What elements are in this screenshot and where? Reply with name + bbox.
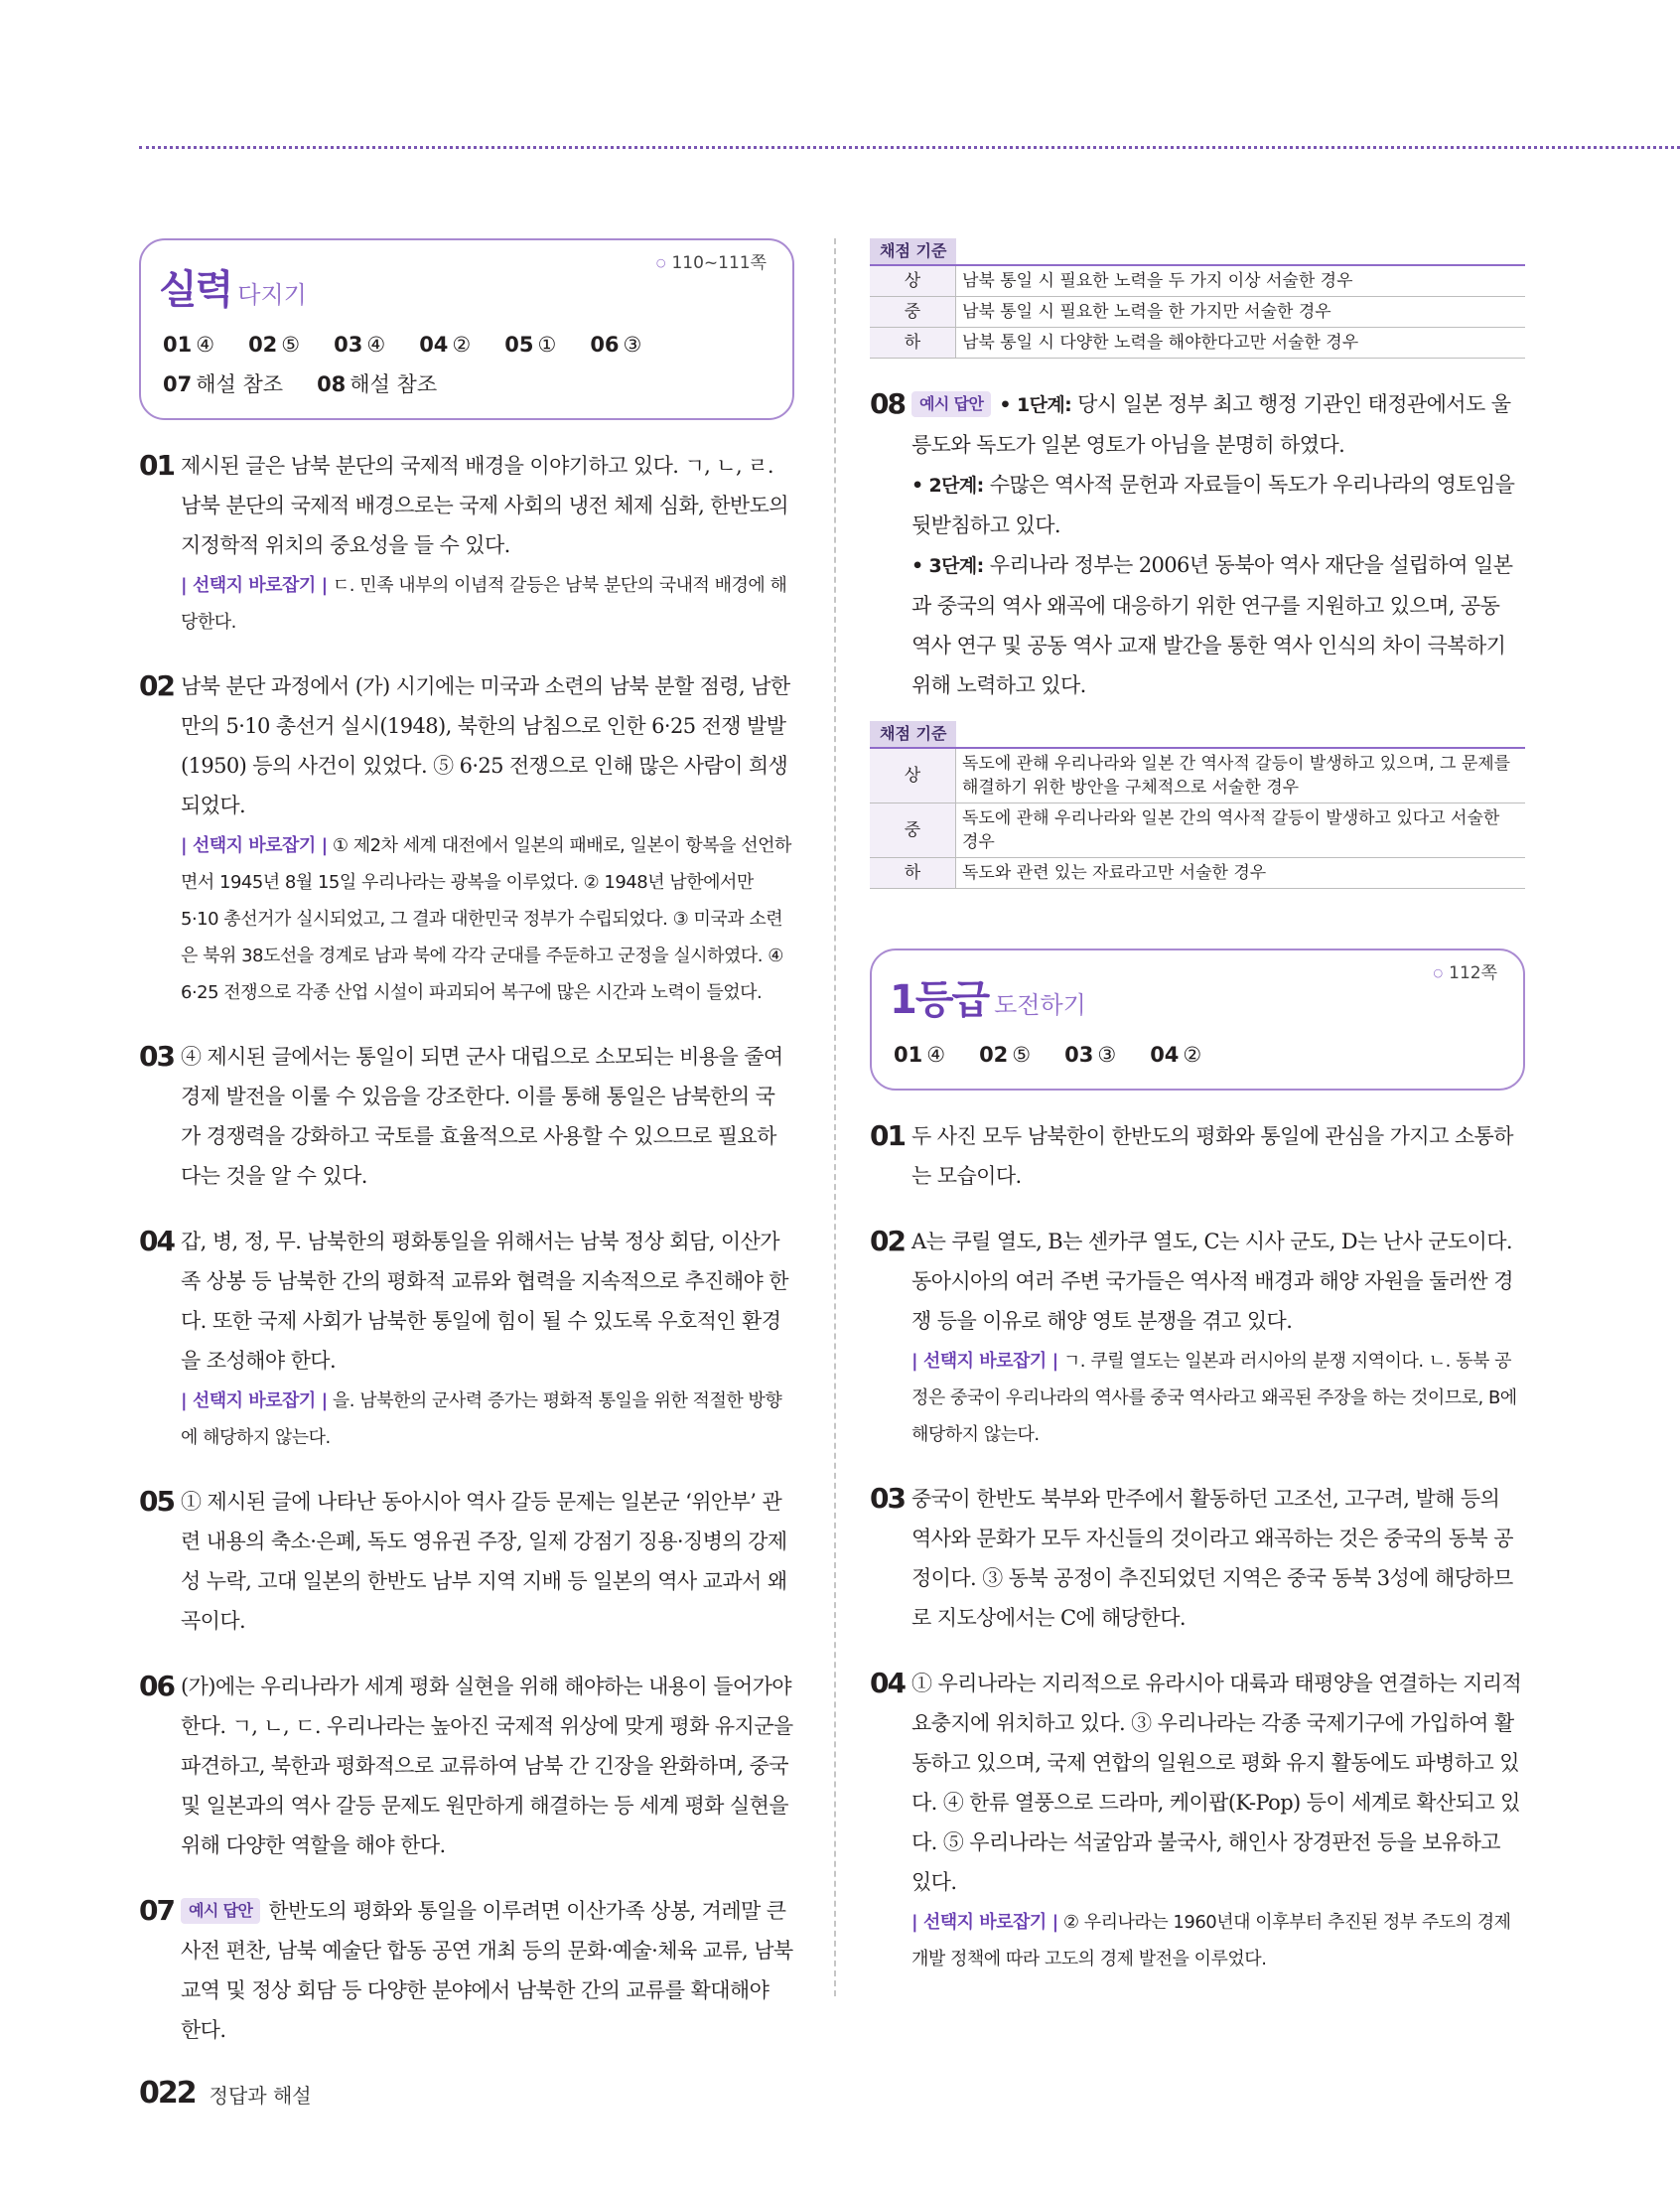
question-number: 01	[139, 449, 174, 482]
rubric-row	[870, 858, 1525, 889]
challenge-explanation-01	[870, 1116, 1525, 1196]
choice-correction	[911, 1904, 1525, 1977]
explanation-06	[139, 1667, 794, 1865]
sample-answer-badge: 예시 답안	[911, 391, 991, 417]
section-skill-title: 실력	[159, 267, 232, 313]
right-column	[870, 238, 1525, 1977]
explanation-text: ④ 제시된 글에서는 통일이 되면 군사 대립으로 소모되는 비용을 줄여 경제 발전을 이룰 수 있음을 강조한다. 이를 통해 통일은 남북한의 국가 경쟁력을 강화하고 국토를 효율적으로 사용할 수 있으므로 필요하다는 것을 알 수 있다.	[181, 1045, 783, 1188]
section-challenge-subtitle: 도전하기	[994, 991, 1086, 1019]
explanation-text: 갑, 병, 정, 무. 남북한의 평화통일을 위해서는 남북 정상 회담, 이산가족 상봉 등 남북한 간의 평화적 교류와 협력을 지속적으로 추진해야 한다. 또한 국제 사회가 남북한 통일에 힘이 될 수 있도록 우호적인 환경을 조성해야 한다.	[181, 1230, 788, 1373]
section-skill-box	[139, 238, 794, 420]
choice-correction-text: ① 제2차 세계 대전에서 일본의 패배로, 일본이 항복을 선언하면서 1945년 8월 15일 우리나라는 광복을 이루었다. ② 1948년 남한에서만 5·10 총선거가 실시되었고, 그 결과 대한민국 정부가 수립되었다. ③ 미국과 소련은 북위 38도선을 경계로 남과 북에 각각 군대를 주둔하고 군정을 실시하였다. ④ 6·25 전쟁으로 각종 산업 시설이 파괴되어 복구에 많은 시간과 노력이 들었다.	[181, 835, 791, 1003]
step-text: 우리나라 정부는 2006년 동북아 역사 재단을 설립하여 일본과 중국의 역사 왜곡에 대응하기 위한 연구를 지원하고 있으며, 공동 역사 연구 및 공동 역사 교재 발간을 통한 역사 인식의 차이 극복하기 위해 노력하고 있다.	[911, 553, 1513, 697]
sample-answer-step-2	[911, 465, 1525, 545]
rubric-row	[870, 297, 1525, 328]
explanation-08	[870, 384, 1525, 705]
column-divider	[834, 238, 836, 1996]
choice-correction-text: ㄱ. 쿠릴 열도는 일본과 러시아의 분쟁 지역이다. ㄴ. 동북 공정은 중국이 우리나라의 역사를 중국 역사라고 왜곡된 주장을 하는 것이므로, B에 해당하지 않는다.	[911, 1351, 1517, 1445]
explanation-02	[139, 666, 794, 1011]
answer-key-item: 05 ①	[504, 333, 557, 357]
choice-correction-text: ㄷ. 민족 내부의 이념적 갈등은 남북 분단의 국내적 배경에 해당한다.	[181, 575, 787, 633]
explanation-05	[139, 1482, 794, 1641]
choice-correction-tag: | 선택지 바로잡기 |	[911, 1351, 1058, 1372]
question-number: 04	[139, 1225, 174, 1257]
step-label: • 3단계:	[911, 555, 984, 577]
rubric-level: 중	[870, 297, 956, 328]
rubric-row	[870, 748, 1525, 803]
question-number: 08	[870, 387, 905, 420]
section-challenge-heading	[890, 968, 1501, 1025]
choice-correction	[911, 1343, 1525, 1453]
answer-key-item: 02 ⑤	[979, 1043, 1032, 1067]
rubric-table	[870, 264, 1525, 359]
rubric-row	[870, 265, 1525, 297]
question-number: 01	[870, 1119, 905, 1152]
step-label: • 1단계:	[999, 394, 1072, 416]
answer-key-item: 08 해설 참조	[317, 372, 438, 396]
answer-key-item: 04 ②	[419, 333, 472, 357]
rubric-level: 상	[870, 265, 956, 297]
choice-correction-tag: | 선택지 바로잡기 |	[911, 1912, 1058, 1933]
answer-key-item: 04 ②	[1150, 1043, 1202, 1067]
rubric-row	[870, 803, 1525, 858]
question-number: 02	[870, 1225, 905, 1257]
question-number: 02	[139, 669, 174, 702]
choice-correction	[181, 567, 794, 641]
explanation-text: (가)에는 우리나라가 세계 평화 실현을 위해 해야하는 내용이 들어가야 한다. ㄱ, ㄴ, ㄷ. 우리나라는 높아진 국제적 위상에 맞게 평화 유지군을 파견하고, 북한과 평화적으로 교류하여 남북 간 긴장을 완화하며, 중국 및 일본과의 역사 갈등 문제도 원만하게 해결하는 등 세계 평화 실현을 위해 다양한 역할을 해야 한다.	[181, 1675, 793, 1857]
rubric-level: 상	[870, 748, 956, 803]
choice-correction-tag: | 선택지 바로잡기 |	[181, 1390, 328, 1411]
left-column	[139, 238, 794, 2050]
sample-answer-badge: 예시 답안	[181, 1898, 260, 1924]
section-skill-subtitle: 다지기	[237, 281, 307, 309]
challenge-explanation-03	[870, 1479, 1525, 1638]
footer-label: 정답과 해설	[209, 2084, 312, 2108]
explanation-text: 제시된 글은 남북 분단의 국제적 배경을 이야기하고 있다. ㄱ, ㄴ, ㄹ. 남북 분단의 국제적 배경으로는 국제 사회의 냉전 체제 심화, 한반도의 지정학적 위치의 중요성을 들 수 있다.	[181, 454, 788, 557]
explanation-01	[139, 446, 794, 641]
rubric-caption: 채점 기준	[870, 721, 956, 747]
rubric-level: 하	[870, 858, 956, 889]
explanation-07	[139, 1891, 794, 2050]
answer-key-item: 01 ④	[163, 333, 215, 357]
answer-key-item: 01 ④	[894, 1043, 946, 1067]
rubric-description: 독도와 관련 있는 자료라고만 서술한 경우	[956, 858, 1526, 889]
question-number: 04	[870, 1667, 905, 1699]
sample-answer	[911, 384, 1525, 465]
explanation-04	[139, 1222, 794, 1456]
explanation-text: 두 사진 모두 남북한이 한반도의 평화와 통일에 관심을 가지고 소통하는 모습이다.	[911, 1124, 1513, 1188]
explanation-text	[181, 1891, 794, 2050]
explanation-text: ① 제시된 글에 나타난 동아시아 역사 갈등 문제는 일본군 ‘위안부’ 관련 내용의 축소·은폐, 독도 영유권 주장, 일제 강점기 징용·징병의 강제성 누락, 고대 일본의 한반도 남부 지역 지배 등 일본의 역사 교과서 왜곡이다.	[181, 1490, 787, 1633]
choice-correction-tag: | 선택지 바로잡기 |	[181, 835, 328, 856]
question-number: 05	[139, 1485, 174, 1518]
rubric-caption: 채점 기준	[870, 238, 956, 264]
question-number: 03	[870, 1482, 905, 1515]
rubric-level: 중	[870, 803, 956, 858]
answer-key-item: 06 ③	[590, 333, 642, 357]
explanation-text: ① 우리나라는 지리적으로 유라시아 대륙과 태평양을 연결하는 지리적 요충지에 위치하고 있다. ③ 우리나라는 각종 국제기구에 가입하여 활동하고 있으며, 국제 연합의 일원으로 평화 유지 활동에도 파병하고 있다. ④ 한류 열풍으로 드라마, 케이팝(K-Pop) 등이 세계로 확산되고 있다. ⑤ 우리나라는 석굴암과 불국사, 해인사 장경판전 등을 보유하고 있다.	[911, 1672, 1522, 1894]
challenge-explanation-04	[870, 1664, 1525, 1977]
answer-key-item: 07 해설 참조	[163, 372, 284, 396]
section-skill-answer-key	[163, 325, 770, 404]
grading-rubric-07	[870, 238, 1525, 359]
step-text: 수많은 역사적 문헌과 자료들이 독도가 우리나라의 영토임을 뒷받침하고 있다.	[911, 473, 1515, 537]
section-challenge-title: 1등급	[890, 977, 989, 1023]
rubric-level: 하	[870, 328, 956, 359]
explanation-text: A는 쿠릴 열도, B는 센카쿠 열도, C는 시사 군도, D는 난사 군도이다. 동아시아의 여러 주변 국가들은 역사적 배경과 해양 자원을 둘러싼 경쟁 등을 이유로 해양 영토 분쟁을 겪고 있다.	[911, 1230, 1513, 1333]
rubric-description: 남북 통일 시 다양한 노력을 해야한다고만 서술한 경우	[956, 328, 1526, 359]
section-skill-page-ref: ○ 110~111쪽	[652, 248, 770, 273]
choice-correction-text: 을. 남북한의 군사력 증가는 평화적 통일을 위한 적절한 방향에 해당하지 않는다.	[181, 1390, 782, 1448]
rubric-description: 독도에 관해 우리나라와 일본 간의 역사적 갈등이 발생하고 있다고 서술한 경우	[956, 803, 1526, 858]
sample-answer-step-3	[911, 545, 1525, 705]
rubric-description: 남북 통일 시 필요한 노력을 두 가지 이상 서술한 경우	[956, 265, 1526, 297]
top-dotted-rule	[139, 146, 1680, 149]
explanation-03	[139, 1037, 794, 1196]
page-footer	[139, 2076, 312, 2111]
choice-correction-text: ② 우리나라는 1960년대 이후부터 추진된 정부 주도의 경제 개발 정책에 따라 고도의 경제 발전을 이루었다.	[911, 1912, 1511, 1970]
explanation-text: 중국이 한반도 북부와 만주에서 활동하던 고조선, 고구려, 발해 등의 역사와 문화가 모두 자신들의 것이라고 왜곡하는 것은 중국의 동북 공정이다. ③ 동북 공정이 추진되었던 지역은 중국 동북 3성에 해당하므로 지도상에서는 C에 해당한다.	[911, 1487, 1513, 1630]
answer-key-item: 03 ④	[334, 333, 386, 357]
step-text: 당시 일본 정부 최고 행정 기관인 태정관에서도 울릉도와 독도가 일본 영토가 아님을 분명히 하였다.	[911, 392, 1511, 457]
explanation-text: 남북 분단 과정에서 (가) 시기에는 미국과 소련의 남북 분할 점령, 남한만의 5·10 총선거 실시(1948), 북한의 남침으로 인한 6·25 전쟁 발발(1950) 등의 사건이 있었다. ⑤ 6·25 전쟁으로 인해 많은 사람이 희생되었다.	[181, 674, 790, 817]
rubric-row	[870, 328, 1525, 359]
rubric-description: 독도에 관해 우리나라와 일본 간 역사적 갈등이 발생하고 있으며, 그 문제를 해결하기 위한 방안을 구체적으로 서술한 경우	[956, 748, 1526, 803]
rubric-table	[870, 747, 1525, 889]
choice-correction	[181, 1383, 794, 1456]
choice-correction	[181, 827, 794, 1011]
sample-answer-text: 한반도의 평화와 통일을 이루려면 이산가족 상봉, 겨레말 큰 사전 편찬, 남북 예술단 합동 공연 개최 등의 문화·예술·체육 교류, 남북 교역 및 정상 회담 등 다양한 분야에서 남북한 간의 교류를 확대해야 한다.	[181, 1899, 793, 2042]
section-challenge-box	[870, 949, 1525, 1091]
challenge-explanation-02	[870, 1222, 1525, 1453]
question-number: 06	[139, 1670, 174, 1702]
question-number: 07	[139, 1894, 174, 1927]
answer-key-item: 02 ⑤	[248, 333, 301, 357]
page-number: 022	[139, 2076, 196, 2111]
question-number: 03	[139, 1040, 174, 1073]
step-label: • 2단계:	[911, 475, 984, 497]
choice-correction-tag: | 선택지 바로잡기 |	[181, 575, 328, 596]
section-challenge-answer-key	[894, 1035, 1501, 1075]
answer-key-item: 03 ③	[1064, 1043, 1117, 1067]
grading-rubric-08	[870, 721, 1525, 889]
section-challenge-page-ref: ○ 112쪽	[1430, 958, 1501, 983]
rubric-description: 남북 통일 시 필요한 노력을 한 가지만 서술한 경우	[956, 297, 1526, 328]
